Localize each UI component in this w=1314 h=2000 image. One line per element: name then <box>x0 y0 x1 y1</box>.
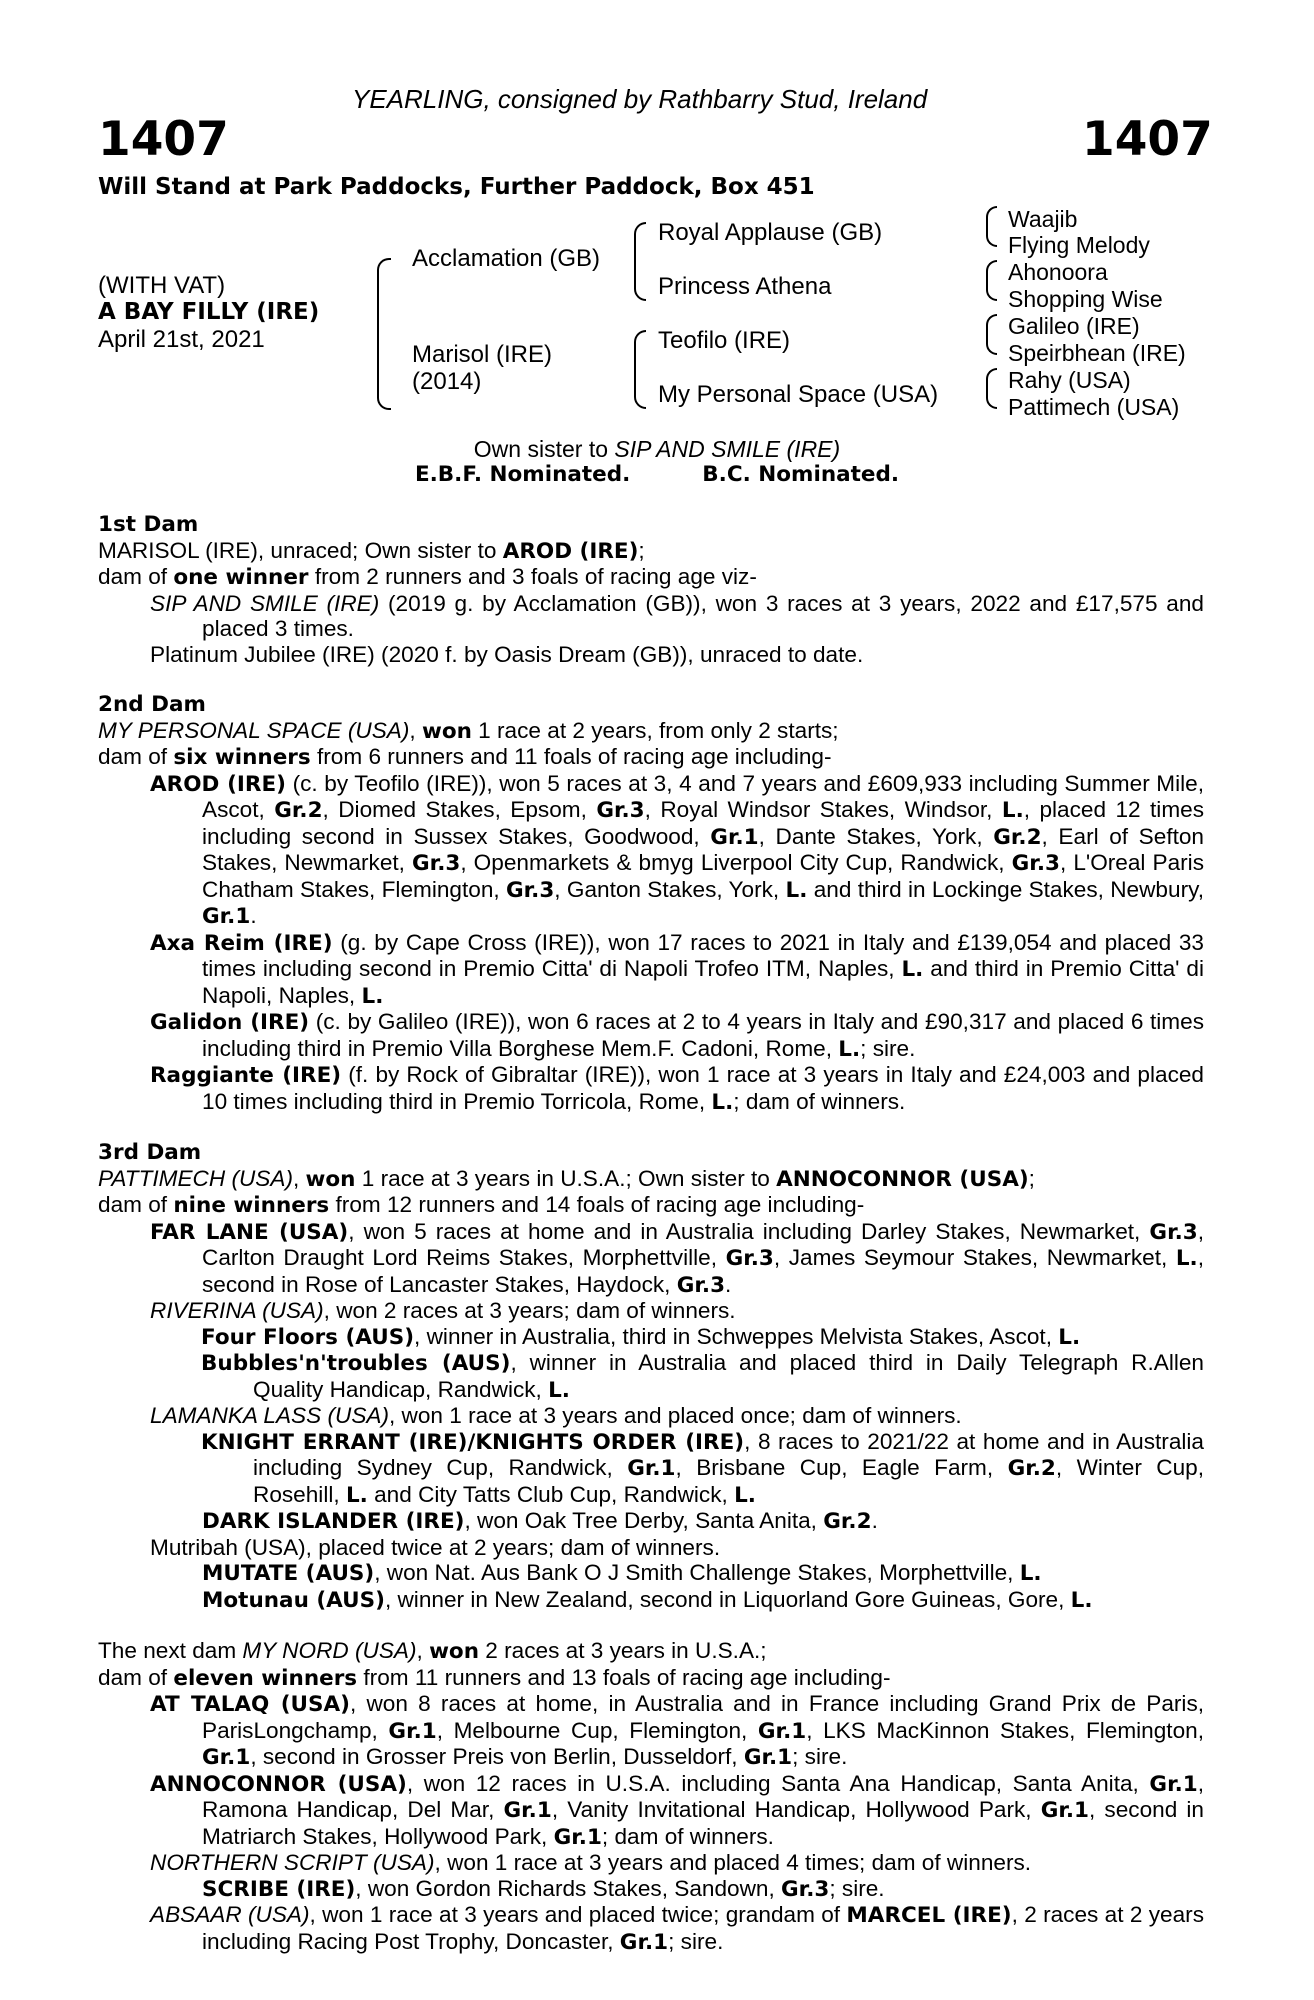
brace-dd <box>986 368 997 409</box>
next-dam-foal-annoconnor: ANNOCONNOR (USA), won 12 races in U.S.A. including Santa Ana Handicap, Santa Anita, Gr.1, Ramona Handicap, Del Mar, Gr.1, Vanity Invitational Handicap, Hollywood Park, Gr.1, second in Matriarch Stakes, Hollywood Park, Gr.1; dam of winners. <box>150 1770 1205 1850</box>
next-dam-produce: dam of eleven winners from 11 runners and 13 foals of racing age including- <box>98 1664 891 1691</box>
lamanka-foal-knight-errant: KNIGHT ERRANT (IRE)/KNIGHTS ORDER (IRE), 8 races to 2021/22 at home and in Australia including Sydney Cup, Randwick, Gr.1, Brisbane Cup, Eagle Farm, Gr.2, Winter Cup, Rosehill, L. and City Tatts Club Cup, Randwick, L. <box>201 1428 1204 1508</box>
dam2-foal-axa-reim: Axa Reim (IRE) (g. by Cape Cross (IRE)), won 17 races to 2021 in Italy and £139,054 and placed 33 times including second in Premio Citta' di Napoli Trofeo ITM, Naples, L. and third in Premio Citta' di Napoli, Naples, L. <box>150 929 1204 1009</box>
dam2-foal-galidon: Galidon (IRE) (c. by Galileo (IRE)), won 6 races at 2 to 4 years in Italy and £90,317 and placed 6 times including third in Premio Villa Borghese Mem.F. Cadoni, Rome, L.; sire. <box>150 1009 1204 1062</box>
own-sister-name: SIP AND SMILE (IRE) <box>614 436 841 462</box>
gen3-5: Galileo (IRE) <box>1008 313 1140 339</box>
mutribah-foal-motunau: Motunau (AUS), winner in New Zealand, second in Liquorland Gore Guineas, Gore, L. <box>202 1586 1093 1613</box>
sire-dam: Princess Athena <box>658 273 832 300</box>
gen3-1: Waajib <box>1008 206 1078 232</box>
main-brace <box>377 258 391 410</box>
dam3-foal-mutribah: Mutribah (USA), placed twice at 2 years; dam of winners. <box>150 1534 721 1560</box>
dam2-produce: dam of six winners from 6 runners and 11 foals of racing age including- <box>98 744 832 770</box>
dam2-foal-raggiante: Raggiante (IRE) (f. by Rock of Gibraltar (IRE)), won 1 race at 3 years in Italy and £24,003 and placed 10 times including third in Premio Torricola, Rome, L.; dam of winners. <box>150 1062 1204 1115</box>
ebf-nomination: E.B.F. Nominated. <box>414 462 631 487</box>
next-dam-foal-at-talaq: AT TALAQ (USA), won 8 races at home, in Australia and in France including Grand Prix de Paris, ParisLongchamp, Gr.1, Melbourne Cup, Flemington, Gr.1, LKS MacKinnon Stakes, Flemington, Gr.1, second in Grosser Preis von Berlin, Dusseldorf, Gr.1; sire. <box>150 1691 1205 1770</box>
dam-year: (2014) <box>412 368 482 395</box>
gen3-2: Flying Melody <box>1008 232 1150 258</box>
sire: Acclamation (GB) <box>412 245 601 272</box>
brace-ss <box>986 206 997 247</box>
gen3-4: Shopping Wise <box>1008 286 1163 312</box>
gen3-8: Pattimech (USA) <box>1008 394 1180 420</box>
section-3rd-dam: 3rd Dam <box>98 1140 202 1165</box>
dam-sire: Teofilo (IRE) <box>658 327 791 354</box>
brace-sd <box>986 260 997 301</box>
own-sister-note: Own sister to SIP AND SMILE (IRE) <box>473 436 841 462</box>
dam3-produce: dam of nine winners from 12 runners and 14 foals of racing age including- <box>98 1192 865 1218</box>
gen3-7: Rahy (USA) <box>1008 367 1131 393</box>
mutribah-foal-mutate: MUTATE (AUS), won Nat. Aus Bank O J Smith Challenge Stakes, Morphettville, L. <box>202 1560 1042 1586</box>
dam1-line: MARISOL (IRE), unraced; Own sister to AROD (IRE); <box>98 537 645 564</box>
stand-location: Will Stand at Park Paddocks, Further Paddock, Box 451 <box>98 174 815 200</box>
dam: Marisol (IRE) <box>412 341 553 368</box>
dam-dam: My Personal Space (USA) <box>658 381 939 408</box>
foaling-date: April 21st, 2021 <box>98 326 265 353</box>
next-dam-line: The next dam MY NORD (USA), won 2 races at 3 years in U.S.A.; <box>98 1638 767 1664</box>
dam2-line: MY PERSONAL SPACE (USA), won 1 race at 2 years, from only 2 starts; <box>98 717 839 744</box>
brace-ds <box>986 314 997 355</box>
gen3-6: Speirbhean (IRE) <box>1008 340 1186 366</box>
riverina-foal-bubbles: Bubbles'n'troubles (AUS), winner in Australia and placed third in Daily Telegraph R.Allen Quality Handicap, Randwick, L. <box>201 1350 1204 1403</box>
consignment-line: YEARLING, consigned by Rathbarry Stud, Ireland <box>352 84 928 114</box>
dam3-line: PATTIMECH (USA), won 1 race at 3 years in U.S.A.; Own sister to ANNOCONNOR (USA); <box>98 1165 1035 1192</box>
catalogue-body <box>98 512 1204 1955</box>
dam3-foal-far-lane: FAR LANE (USA), won 5 races at home and in Australia including Darley Stakes, Newmarket, Gr.3, Carlton Draught Lord Reims Stakes, Morphettville, Gr.3, James Seymour Stakes, Newmarket, L., second in Rose of Lancaster Stakes, Haydock, Gr.3. <box>150 1218 1205 1298</box>
section-2nd-dam: 2nd Dam <box>98 692 206 717</box>
riverina-foal-four-floors: Four Floors (AUS), winner in Australia, third in Schweppes Melvista Stakes, Ascot, L. <box>201 1323 1081 1350</box>
dam1-foal-1: SIP AND SMILE (IRE) (2019 g. by Acclamation (GB)), won 3 races at 3 years, 2022 and £17,575 and placed 3 times. <box>150 590 1204 641</box>
sire-sire: Royal Applause (GB) <box>658 219 883 246</box>
next-dam-foal-absaar: ABSAAR (USA), won 1 race at 3 years and placed twice; grandam of MARCEL (IRE), 2 races at 2 years including Racing Post Trophy, Doncaster, Gr.1; sire. <box>150 1902 1204 1955</box>
dam-brace <box>634 330 646 409</box>
next-dam-foal-northern-script: NORTHERN SCRIPT (USA), won 1 race at 3 years and placed 4 times; dam of winners. <box>150 1850 1032 1875</box>
northern-script-foal-scribe: SCRIBE (IRE), won Gordon Richards Stakes, Sandown, Gr.3; sire. <box>202 1875 885 1902</box>
dam1-produce: dam of one winner from 2 runners and 3 foals of racing age viz- <box>98 564 757 590</box>
dam3-foal-lamanka: LAMANKA LASS (USA), won 1 race at 3 years and placed once; dam of winners. <box>150 1403 962 1428</box>
nominations <box>0 462 1314 487</box>
bc-nomination: B.C. Nominated. <box>702 462 900 487</box>
dam3-foal-riverina: RIVERINA (USA), won 2 races at 3 years; dam of winners. <box>150 1298 736 1323</box>
dam1-foal-2: Platinum Jubilee (IRE) (2020 f. by Oasis Dream (GB)), unraced to date. <box>150 641 864 667</box>
lot-number-left: 1407 <box>98 112 229 167</box>
horse-name: A BAY FILLY (IRE) <box>98 299 320 325</box>
gen3-3: Ahonoora <box>1008 259 1108 285</box>
lamanka-foal-dark-islander: DARK ISLANDER (IRE), won Oak Tree Derby, Santa Anita, Gr.2. <box>202 1508 878 1534</box>
lot-number-right: 1407 <box>1082 112 1213 167</box>
section-1st-dam: 1st Dam <box>98 512 199 537</box>
dam2-foal-arod: AROD (IRE) (c. by Teofilo (IRE)), won 5 races at 3, 4 and 7 years and £609,933 including Summer Mile, Ascot, Gr.2, Diomed Stakes, Epsom, Gr.3, Royal Windsor Stakes, Windsor, L., placed 12 times including second in Sussex Stakes, Goodwood, Gr.1, Dante Stakes, York, Gr.2, Earl of Sefton Stakes, Newmarket, Gr.3, Openmarkets & bmyg Liverpool City Cup, Randwick, Gr.3, L'Oreal Paris Chatham Stakes, Flemington, Gr.3, Ganton Stakes, York, L. and third in Lockinge Stakes, Newbury, Gr.1. <box>150 770 1205 929</box>
sire-brace <box>634 222 646 301</box>
vat-note: (WITH VAT) <box>98 272 226 299</box>
